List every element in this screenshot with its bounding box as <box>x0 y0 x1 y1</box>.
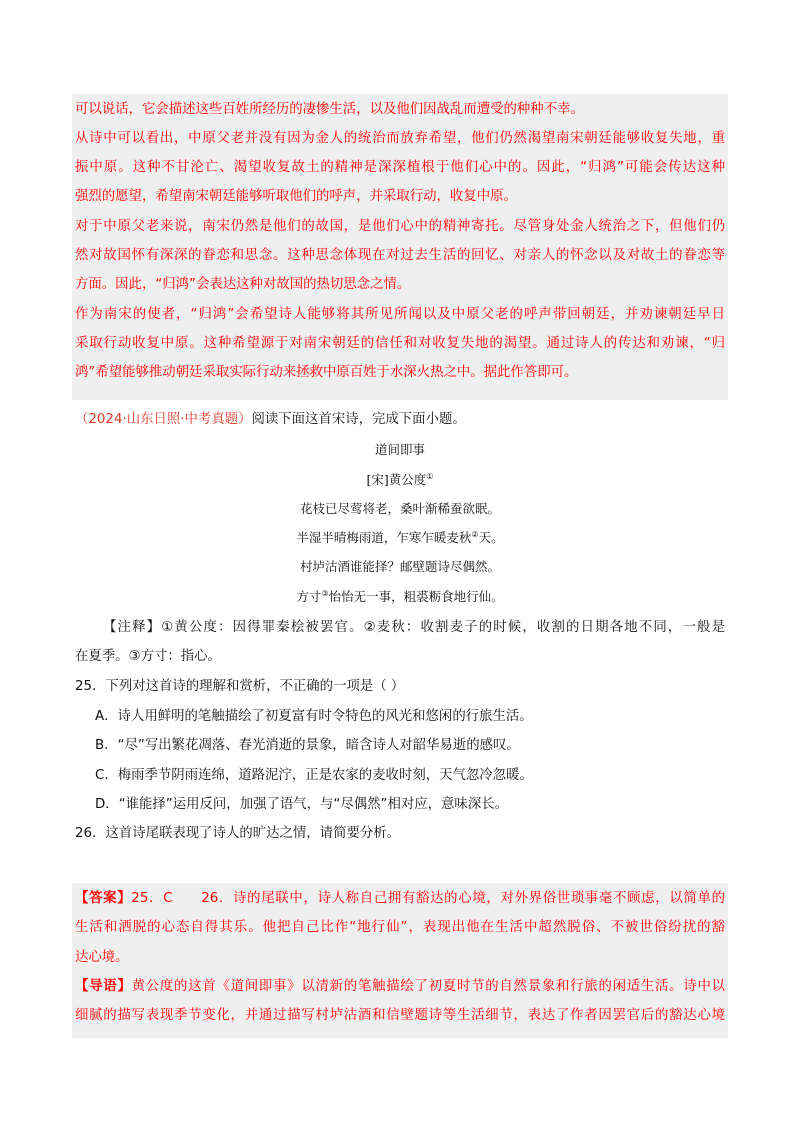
answer-text: 25．C 26．诗的尾联中，诗人称自己拥有豁达的心境，对外界俗世琐事毫不顾虑，以简单的 <box>131 891 725 906</box>
answer-line-3: 达心境。 <box>75 950 129 965</box>
poem-line-1 <box>200 500 600 518</box>
poem-author <box>200 471 600 489</box>
answer-line-2: 生活和洒脱的心态自得其乐。他把自己比作“地行仙”，表现出他在生活中超然脱俗、不被世俗纷扰的豁 <box>75 920 725 935</box>
answer-label: 【答案】 <box>75 891 132 906</box>
prev-answer-line-7: 方面。因此，“归鸿”会表达这种对故国的热切思念之情。 <box>75 277 411 292</box>
poem-author-note-mark: ① <box>426 471 434 481</box>
poem-author-name: [宋]黄公度 <box>366 472 427 487</box>
guide-text: 黄公度的这首《道间即事》以清新的笔触描绘了初夏时节的自然景象和行旅的闲适生活。诗中以 <box>131 979 725 994</box>
poem-line-text: 方寸 <box>296 589 322 604</box>
poem-line-text: 村垆沽酒谁能择？邮壁题诗尽偶然。 <box>299 559 500 574</box>
prev-answer-line-1: 可以说话，它会描述这些百姓所经历的凄惨生活，以及他们因战乱而遭受的种种不幸。 <box>75 102 584 117</box>
poem-note-mark: ② <box>471 529 479 539</box>
poem-line-4 <box>200 588 600 606</box>
answer-line-1 <box>75 889 725 909</box>
question-source: （2024·山东日照·中考真题） <box>75 412 252 427</box>
guide-label: 【导语】 <box>75 979 132 994</box>
prev-answer-line-10: 鸿”希望能够推动朝廷采取实际行动来拯救中原百姓于水深火热之中。据此作答即可。 <box>75 365 578 380</box>
poem-line-text: 花枝已尽莺将老，桑叶渐稀蚕欲眠。 <box>299 501 500 516</box>
option-d: D．“谁能择”运用反问，加强了语气，与“尽偶然”相对应，意味深长。 <box>95 797 508 812</box>
prev-answer-line-3: 振中原。这种不甘沦亡、渴望收复故土的精神是深深植根于他们心中的。因此，“归鸿”可能会传达这种 <box>75 160 725 175</box>
prev-answer-line-8: 作为南宋的使者，“归鸿”会希望诗人能够将其所见所闻以及中原父老的呼声带回朝廷，并劝谏朝廷早日 <box>75 307 725 322</box>
poem-notes-line-1: 【注释】①黄公度：因得罪秦桧被罢官。②麦秋：收割麦子的时候，收割的日期各地不同，一般是 <box>103 620 725 635</box>
prev-answer-line-6: 然对故国怀有深深的眷恋和思念。这种思念体现在对过去生活的回忆、对亲人的怀念以及对故土的眷恋等 <box>75 248 725 263</box>
prev-answer-line-2: 从诗中可以看出，中原父老并没有因为金人的统治而放弃希望，他们仍然渴望南宋朝廷能够收复失地，重 <box>75 131 725 146</box>
poem-line-2 <box>200 529 600 547</box>
option-a: A．诗人用鲜明的笔触描绘了初夏富有时令特色的风光和悠闲的行旅生活。 <box>95 709 533 724</box>
question-intro <box>75 410 725 430</box>
poem-line-text-end: 怡怡无一事，粗裘粝食地行仙。 <box>328 589 504 604</box>
poem-line-text: 半湿半晴梅雨道，乍寒乍暖麦秋 <box>296 530 472 545</box>
prev-answer-line-9: 采取行动收复中原。这种希望源于对南宋朝廷的信任和对收复失地的渴望。通过诗人的传达和劝谏，“归 <box>75 336 725 351</box>
option-c: C．梅雨季节阴雨连绵，道路泥泞，正是农家的麦收时刻，天气忽冷忽暖。 <box>95 768 533 783</box>
question-26: 26．这首诗尾联表现了诗人的旷达之情，请简要分析。 <box>75 826 401 841</box>
poem-notes-line-2: 在夏季。③方寸：指心。 <box>75 649 221 664</box>
poem-line-3 <box>200 558 600 576</box>
guide-line-2: 细腻的描写表现季节变化，并通过描写村垆沽酒和信壁题诗等生活细节，表达了作者因罢官后的豁达心境 <box>75 1008 725 1023</box>
prev-answer-line-4: 强烈的愿望，希望南宋朝廷能够听取他们的呼声，并采取行动，收复中原。 <box>75 189 517 204</box>
poem-line-text-end: 天。 <box>478 530 504 545</box>
option-b: B．“尽”写出繁花凋落、春光消逝的景象，暗含诗人对韶华易逝的感叹。 <box>95 738 520 753</box>
guide-line-1 <box>75 977 725 997</box>
poem-note-mark: ③ <box>321 588 329 598</box>
question-25: 25．下列对这首诗的理解和赏析，不正确的一项是（ ） <box>75 679 405 694</box>
question-instruction: 阅读下面这首宋诗，完成下面小题。 <box>251 412 466 427</box>
poem-title: 道间即事 <box>374 442 425 457</box>
prev-answer-line-5: 对于中原父老来说，南宋仍然是他们的故国，是他们心中的精神寄托。尽管身处金人统治之下，但他们仍 <box>75 219 725 234</box>
